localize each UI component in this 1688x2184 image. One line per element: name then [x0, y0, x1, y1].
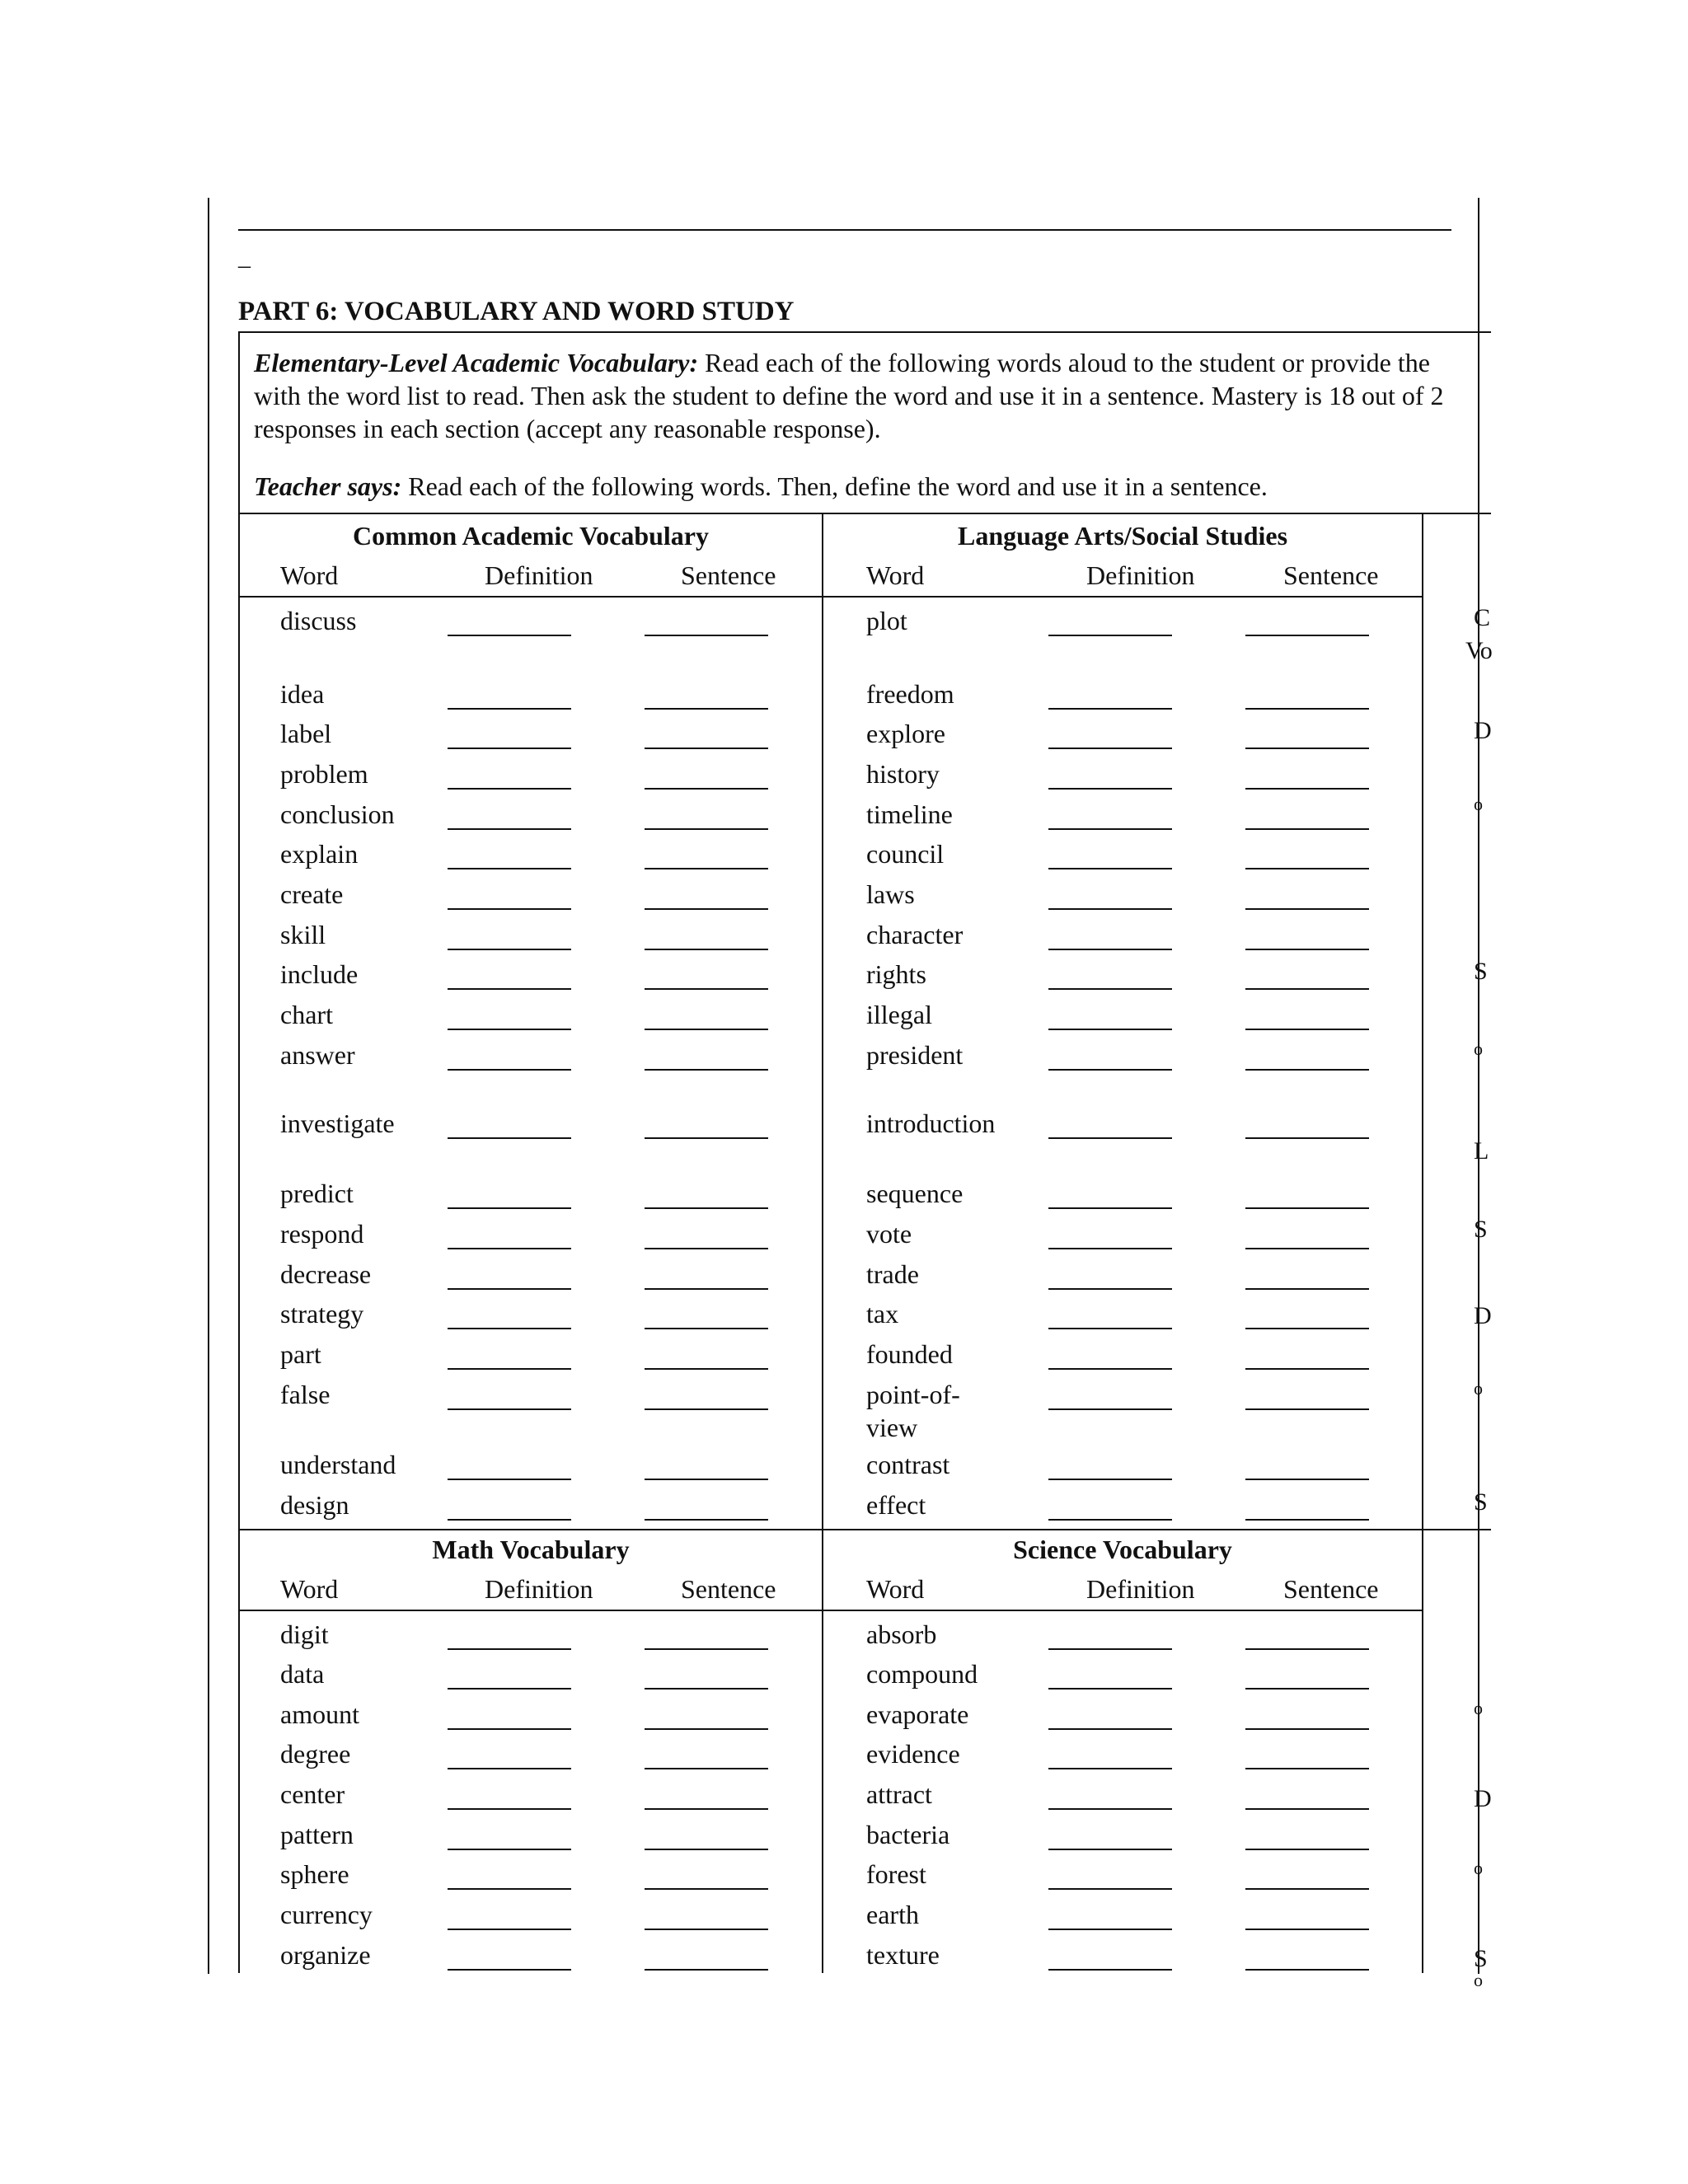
sentence-blank[interactable]: [645, 1207, 768, 1209]
sentence-blank[interactable]: [645, 748, 768, 749]
sentence-blank[interactable]: [645, 1029, 768, 1030]
top-dash: _: [238, 243, 251, 270]
col-definition-math: Definition: [485, 1574, 593, 1604]
definition-blank[interactable]: [1048, 788, 1172, 790]
word-la-ss: sequence: [866, 1179, 964, 1208]
definition-blank[interactable]: [1048, 1328, 1172, 1329]
definition-blank[interactable]: [1048, 1069, 1172, 1071]
sentence-blank[interactable]: [645, 1479, 768, 1480]
definition-blank[interactable]: [1048, 1519, 1172, 1521]
word-science: evidence: [866, 1739, 960, 1769]
sentence-blank[interactable]: [1245, 1808, 1369, 1810]
sentence-blank[interactable]: [1245, 1288, 1369, 1290]
instructions-lead: Elementary-Level Academic Vocabulary:: [254, 348, 699, 377]
sentence-blank[interactable]: [1245, 1969, 1369, 1971]
section-title-math: Math Vocabulary: [432, 1535, 630, 1564]
definition-blank[interactable]: [1048, 1969, 1172, 1971]
word-math: pattern: [280, 1820, 354, 1849]
sentence-blank[interactable]: [1245, 1888, 1369, 1890]
side-fragment: D: [1474, 1785, 1492, 1812]
side-fragment: o: [1474, 794, 1483, 814]
side-fragment: D: [1474, 1302, 1492, 1329]
word-common: include: [280, 959, 359, 989]
sentence-blank[interactable]: [1245, 1688, 1369, 1690]
sentence-blank[interactable]: [645, 1137, 768, 1139]
sentence-blank[interactable]: [645, 708, 768, 710]
definition-blank[interactable]: [448, 1768, 571, 1769]
word-la-ss: point-of- view: [866, 1380, 960, 1442]
word-science: forest: [866, 1859, 926, 1889]
col-word-common: Word: [280, 560, 339, 590]
definition-blank[interactable]: [1048, 708, 1172, 710]
side-fragment: L: [1474, 1137, 1489, 1165]
sentence-blank[interactable]: [645, 988, 768, 990]
sentence-blank[interactable]: [645, 868, 768, 869]
col-sentence-common: Sentence: [681, 560, 776, 590]
side-fragment: S: [1474, 1945, 1488, 1972]
word-common: explain: [280, 839, 359, 869]
sentence-blank[interactable]: [1245, 1479, 1369, 1480]
word-la-ss: founded: [866, 1339, 953, 1369]
intro-box-left: [238, 331, 240, 1973]
definition-blank[interactable]: [448, 1328, 571, 1329]
definition-blank[interactable]: [448, 1288, 571, 1290]
word-la-ss: vote: [866, 1219, 912, 1249]
sentence-blank[interactable]: [645, 949, 768, 950]
definition-blank[interactable]: [1048, 1688, 1172, 1690]
side-fragment: o: [1474, 1378, 1483, 1399]
teacher-says-label: Teacher says:: [254, 471, 402, 501]
definition-blank[interactable]: [1048, 1029, 1172, 1030]
definition-blank[interactable]: [1048, 1808, 1172, 1810]
word-common: strategy: [280, 1299, 364, 1329]
sentence-blank[interactable]: [645, 1849, 768, 1850]
instructions: [254, 346, 1490, 503]
definition-blank[interactable]: [1048, 1408, 1172, 1410]
word-common: idea: [280, 679, 325, 709]
word-common: understand: [280, 1450, 396, 1479]
intro-box-top: [238, 331, 1491, 333]
sentence-blank[interactable]: [645, 1408, 768, 1410]
word-la-ss: trade: [866, 1259, 919, 1289]
word-la-ss: freedom: [866, 679, 954, 709]
side-fragment: S: [1474, 958, 1488, 985]
lower-section-top: [238, 1529, 1491, 1530]
col-definition-science: Definition: [1086, 1574, 1195, 1604]
word-math: degree: [280, 1739, 351, 1769]
side-fragment: o: [1474, 1970, 1483, 1990]
word-common: skill: [280, 920, 326, 949]
word-math: sphere: [280, 1859, 349, 1889]
word-common: predict: [280, 1179, 354, 1208]
definition-blank[interactable]: [1048, 868, 1172, 869]
sentence-blank[interactable]: [1245, 1137, 1369, 1139]
definition-blank[interactable]: [1048, 1207, 1172, 1209]
definition-blank[interactable]: [1048, 1288, 1172, 1290]
definition-blank[interactable]: [1048, 1728, 1172, 1730]
section-title-science: Science Vocabulary: [1013, 1535, 1232, 1564]
sentence-blank[interactable]: [645, 1929, 768, 1930]
col-word-math: Word: [280, 1574, 339, 1604]
sentence-blank[interactable]: [1245, 988, 1369, 990]
word-la-ss: explore: [866, 719, 945, 748]
definition-blank[interactable]: [1048, 1248, 1172, 1249]
sentence-blank[interactable]: [1245, 1648, 1369, 1650]
sentence-blank[interactable]: [1245, 1768, 1369, 1769]
word-science: compound: [866, 1659, 978, 1689]
word-common: decrease: [280, 1259, 372, 1289]
definition-blank[interactable]: [1048, 1137, 1172, 1139]
word-la-ss: history: [866, 759, 940, 789]
definition-blank[interactable]: [1048, 828, 1172, 830]
sentence-blank[interactable]: [645, 635, 768, 636]
word-common: create: [280, 879, 344, 909]
sentence-blank[interactable]: [645, 828, 768, 830]
word-la-ss: effect: [866, 1490, 926, 1520]
teacher-says-text: Read each of the following words. Then, define the word and use it in a sentence.: [401, 471, 1268, 501]
sentence-blank[interactable]: [1245, 1849, 1369, 1850]
sentence-blank[interactable]: [1245, 1929, 1369, 1930]
definition-blank[interactable]: [448, 988, 571, 990]
definition-blank[interactable]: [1048, 988, 1172, 990]
sentence-blank[interactable]: [1245, 1728, 1369, 1730]
definition-blank[interactable]: [1048, 1479, 1172, 1480]
word-math: amount: [280, 1699, 359, 1729]
word-common: conclusion: [280, 799, 395, 829]
instructions-text-1: Read each of the following words aloud to the student or provide the: [698, 348, 1430, 377]
sentence-blank[interactable]: [645, 908, 768, 910]
definition-blank[interactable]: [1048, 908, 1172, 910]
sentence-blank[interactable]: [645, 1288, 768, 1290]
col-word-science: Word: [866, 1574, 925, 1604]
word-common: discuss: [280, 606, 357, 635]
word-common: problem: [280, 759, 368, 789]
intro-box-bottom: [238, 513, 1491, 514]
sentence-blank[interactable]: [1245, 635, 1369, 636]
definition-blank[interactable]: [1048, 1648, 1172, 1650]
word-common: label: [280, 719, 332, 748]
definition-blank[interactable]: [1048, 1368, 1172, 1370]
definition-blank[interactable]: [1048, 949, 1172, 950]
lower-header-rule: [238, 1610, 1423, 1611]
word-la-ss: introduction: [866, 1108, 996, 1138]
definition-blank[interactable]: [448, 1728, 571, 1730]
definition-blank[interactable]: [448, 788, 571, 790]
sentence-blank[interactable]: [645, 1808, 768, 1810]
word-la-ss: illegal: [866, 1000, 932, 1029]
word-la-ss: plot: [866, 606, 907, 635]
definition-blank[interactable]: [1048, 1768, 1172, 1769]
upper-header-rule: [238, 596, 1423, 598]
word-common: chart: [280, 1000, 333, 1029]
word-common: answer: [280, 1040, 355, 1070]
word-science: earth: [866, 1900, 919, 1929]
sentence-blank[interactable]: [1245, 1207, 1369, 1209]
word-la-ss: tax: [866, 1299, 899, 1329]
definition-blank[interactable]: [1048, 1888, 1172, 1890]
definition-blank[interactable]: [448, 1519, 571, 1521]
sentence-blank[interactable]: [1245, 1029, 1369, 1030]
sentence-blank[interactable]: [645, 1368, 768, 1370]
definition-blank[interactable]: [1048, 635, 1172, 636]
side-fragment: o: [1474, 1038, 1483, 1059]
sentence-blank[interactable]: [1245, 1408, 1369, 1410]
definition-blank[interactable]: [448, 828, 571, 830]
sentence-blank[interactable]: [645, 1248, 768, 1249]
sentence-blank[interactable]: [1245, 1368, 1369, 1370]
sentence-blank[interactable]: [645, 1648, 768, 1650]
col-sentence-math: Sentence: [681, 1574, 776, 1604]
sentence-blank[interactable]: [1245, 1519, 1369, 1521]
definition-blank[interactable]: [448, 1408, 571, 1410]
side-fragment: S: [1474, 1488, 1488, 1516]
word-science: absorb: [866, 1619, 937, 1649]
word-math: center: [280, 1779, 345, 1809]
part-heading: PART 6: VOCABULARY AND WORD STUDY: [238, 297, 795, 326]
sentence-blank[interactable]: [645, 1969, 768, 1971]
definition-blank[interactable]: [448, 1368, 571, 1370]
sentence-blank[interactable]: [1245, 1328, 1369, 1329]
col-sentence-la-ss: Sentence: [1283, 560, 1379, 590]
sentence-blank[interactable]: [1245, 788, 1369, 790]
definition-blank[interactable]: [448, 868, 571, 869]
definition-blank[interactable]: [448, 1648, 571, 1650]
side-fragment: C: [1474, 604, 1491, 631]
side-fragment: Vo: [1465, 637, 1493, 664]
sentence-blank[interactable]: [1245, 949, 1369, 950]
word-math: data: [280, 1659, 325, 1689]
column-divider-middle: [822, 513, 823, 1973]
word-la-ss: president: [866, 1040, 964, 1070]
word-la-ss: timeline: [866, 799, 953, 829]
instructions-text-3: responses in each section (accept any reasonable response).: [254, 414, 881, 443]
side-fragment: o: [1474, 1858, 1483, 1878]
definition-blank[interactable]: [448, 1969, 571, 1971]
definition-blank[interactable]: [1048, 748, 1172, 749]
column-divider-right: [1422, 513, 1423, 1973]
definition-blank[interactable]: [1048, 1849, 1172, 1850]
side-fragment: D: [1474, 717, 1492, 744]
definition-blank[interactable]: [448, 1029, 571, 1030]
word-math: organize: [280, 1940, 371, 1970]
word-la-ss: contrast: [866, 1450, 950, 1479]
word-math: currency: [280, 1900, 373, 1929]
col-sentence-science: Sentence: [1283, 1574, 1379, 1604]
sentence-blank[interactable]: [645, 1728, 768, 1730]
word-science: evaporate: [866, 1699, 969, 1729]
instructions-text-2: with the word list to read. Then ask the student to define the word and use it in a sentence. Mastery is 18 out of 2: [254, 381, 1444, 410]
word-science: texture: [866, 1940, 940, 1970]
word-common: false: [280, 1380, 331, 1409]
col-word-la-ss: Word: [866, 560, 925, 590]
definition-blank[interactable]: [448, 1207, 571, 1209]
sentence-blank[interactable]: [1245, 1248, 1369, 1249]
definition-blank[interactable]: [448, 1688, 571, 1690]
word-la-ss: rights: [866, 959, 926, 989]
sentence-blank[interactable]: [645, 1688, 768, 1690]
sentence-blank[interactable]: [1245, 908, 1369, 910]
definition-blank[interactable]: [448, 1888, 571, 1890]
word-science: attract: [866, 1779, 932, 1809]
definition-blank[interactable]: [448, 908, 571, 910]
sentence-blank[interactable]: [645, 788, 768, 790]
definition-blank[interactable]: [448, 708, 571, 710]
definition-blank[interactable]: [448, 1248, 571, 1249]
definition-blank[interactable]: [448, 635, 571, 636]
section-title-la-ss: Language Arts/Social Studies: [957, 521, 1288, 551]
definition-blank[interactable]: [448, 1849, 571, 1850]
sentence-blank[interactable]: [1245, 748, 1369, 749]
sentence-blank[interactable]: [1245, 1069, 1369, 1071]
definition-blank[interactable]: [448, 748, 571, 749]
definition-blank[interactable]: [448, 1808, 571, 1810]
sentence-blank[interactable]: [1245, 708, 1369, 710]
word-science: bacteria: [866, 1820, 950, 1849]
word-common: investigate: [280, 1108, 395, 1138]
side-fragment: o: [1474, 1698, 1483, 1718]
definition-blank[interactable]: [448, 949, 571, 950]
word-common: respond: [280, 1219, 364, 1249]
word-common: design: [280, 1490, 349, 1520]
definition-blank[interactable]: [448, 1929, 571, 1930]
sentence-blank[interactable]: [1245, 828, 1369, 830]
side-fragment: S: [1474, 1216, 1488, 1243]
definition-blank[interactable]: [448, 1069, 571, 1071]
sentence-blank[interactable]: [1245, 868, 1369, 869]
definition-blank[interactable]: [448, 1479, 571, 1480]
sentence-blank[interactable]: [645, 1519, 768, 1521]
col-definition-la-ss: Definition: [1086, 560, 1195, 590]
sentence-blank[interactable]: [645, 1768, 768, 1769]
definition-blank[interactable]: [448, 1137, 571, 1139]
word-math: digit: [280, 1619, 329, 1649]
definition-blank[interactable]: [1048, 1929, 1172, 1930]
word-la-ss: laws: [866, 879, 915, 909]
col-definition-common: Definition: [485, 560, 593, 590]
sentence-blank[interactable]: [645, 1328, 768, 1329]
word-la-ss: character: [866, 920, 964, 949]
section-title-common: Common Academic Vocabulary: [353, 521, 709, 551]
word-la-ss: council: [866, 839, 945, 869]
word-common: part: [280, 1339, 321, 1369]
sentence-blank[interactable]: [645, 1069, 768, 1071]
sentence-blank[interactable]: [645, 1888, 768, 1890]
